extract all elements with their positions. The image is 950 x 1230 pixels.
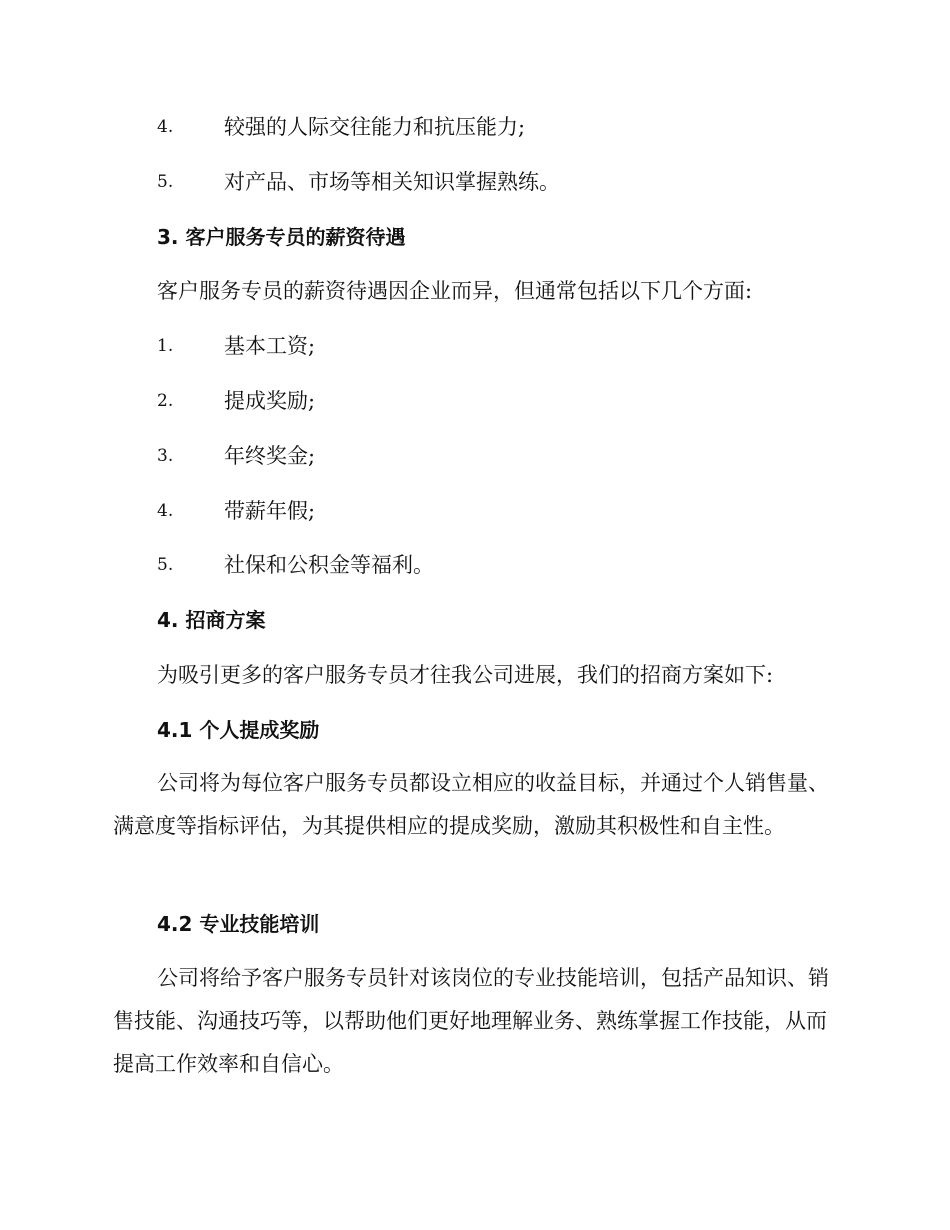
list-number: 3. xyxy=(157,446,174,466)
list-text: 年终奖金; xyxy=(224,444,316,468)
list-number: 2. xyxy=(157,391,174,411)
list-text: 社保和公积金等福利。 xyxy=(224,553,434,577)
list-number: 4. xyxy=(157,117,174,137)
list-text: 提成奖励; xyxy=(224,389,316,413)
list-text: 带薪年假; xyxy=(224,499,316,523)
list-text: 对产品、市场等相关知识掌握熟练。 xyxy=(224,170,560,194)
section-intro: 客户服务专员的薪资待遇因企业而异，但通常包括以下几个方面: xyxy=(157,279,753,303)
list-number: 5. xyxy=(157,172,174,192)
section-intro: 为吸引更多的客户服务专员才往我公司进展，我们的招商方案如下: xyxy=(157,663,774,687)
list-number: 4. xyxy=(157,501,174,521)
section-heading: 4. 招商方案 xyxy=(157,608,266,632)
list-number: 1. xyxy=(157,336,174,356)
subsection-heading: 4.2 专业技能培训 xyxy=(157,912,320,936)
paragraph: 公司将为每位客户服务专员都设立相应的收益目标，并通过个人销售量、满意度等指标评估，为其提供相应的提成奖励，激励其积极性和自主性。 xyxy=(113,771,829,838)
list-text: 基本工资; xyxy=(224,334,316,358)
subsection-heading: 4.1 个人提成奖励 xyxy=(157,718,320,742)
list-text: 较强的人际交往能力和抗压能力; xyxy=(224,115,526,139)
paragraph: 公司将给予客户服务专员针对该岗位的专业技能培训，包括产品知识、销售技能、沟通技巧等，以帮助他们更好地理解业务、熟练掌握工作技能，从而提高工作效率和自信心。 xyxy=(113,966,829,1076)
list-number: 5. xyxy=(157,555,174,575)
section-heading: 3. 客户服务专员的薪资待遇 xyxy=(157,225,406,249)
